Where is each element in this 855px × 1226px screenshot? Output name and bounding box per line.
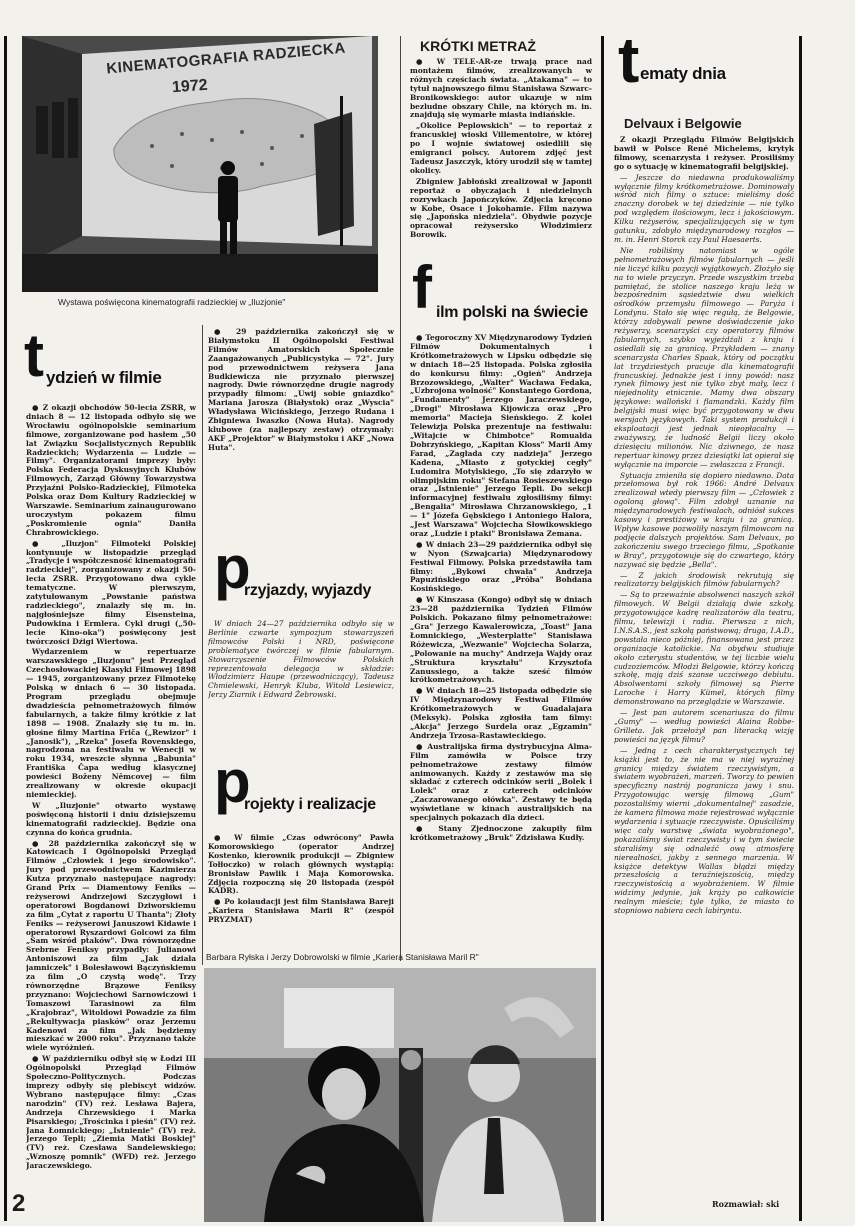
krotki-metraz-column — [410, 58, 592, 268]
film-polski-paragraph: ● W Kinszasa (Kongo) odbył się w dniach 23—28 października Tydzień Filmów Polskich. Pokazano filmy pełnometrażowe: „Gra" Jerzego Kawalerowicza, „Toast" Jana Łomnickiego, „Westerplatte" Stanisława Różewicza, „Wezwanie" Wojciecha Solarza, „Polowanie na muchy" Andrzeja Wajdy oraz „Struktura kryształu" Krzysztofa Zanussiego, a także sześć filmów krótkometrażowych. — [410, 595, 592, 685]
tematy-dnia-paragraph: — Jeszcze do niedawna produkowaliśmy wyłącznie filmy krótkometrażowe. Dominowały wśród nich filmy o sztuce: mieliśmy dość znaczny dorobek w tej dziedzinie — nie tylko pod względem ilościowym, lecz i jakościowym. Kilku reżyserów, specjalizujących się w tym gatunku, zdobyło międzynarodowy rozgłos — m. in. Henri Storck czy Paul Haesaerts. — [614, 172, 794, 244]
exhibition-scene — [22, 36, 378, 292]
przyjazdy-initial: p — [214, 534, 251, 601]
film-polski-column — [410, 334, 592, 908]
tydzien-paragraph: W „Iluzjonie" otwarto wystawę poświęconą historii i dniu dzisiejszemu kinematografii radzieckiej. Będzie ona czynna do końca grudnia. — [26, 800, 196, 837]
tematy-dnia-title: Delvaux i Belgowie — [624, 116, 742, 131]
przyjazdy-paragraph: W dniach 24—27 października odbyło się w Berlinie czwarte sympozjum stowarzyszeń filmowców Polski i NRD, poświęcone problematyce twórczej w filmie fabularnym. Stowarzyszenie Filmowców Polskich reprezentowała delegacja w składzie: Włodzimierz Haupe (przewodniczący), Tadeusz Chmielewski, Henryk Kluba, Witold Lesiewicz, Jerzy Ziarnik i Edward Żebrowski. — [208, 620, 394, 700]
projekty-paragraph: ● W filmie „Czas odwrócony" Pawła Komorowskiego (operator Andrzej Kostenko, kierownik produkcji — Zbigniew Tołłoczko) w rolach głównych wystąpią: Bronisław Pawlik i Maja Komorowska. Zdjęcia rozpoczną się 20 listopada (zespół KADR). — [208, 834, 394, 896]
krotki-metraz-paragraph: ● W TELE-AR-ze trwają prace nad montażem filmów, zrealizowanych w różnych częściach świata. „Atakama" — to tytuł najnowszego filmu Stanisława Szwarc-Bronikowskiego: autor ukazuje w nim bezludne obszary Chile, na których m. in. znajdują się wymarłe miasta indiańskie. — [410, 58, 592, 120]
film-polski-heading: ilm polski na świecie — [436, 304, 588, 321]
film-still-caption: Barbara Ryłska i Jerzy Dobrowolski w filmie „Kariera Stanisława Maril R" — [206, 952, 479, 962]
projekty-column — [208, 834, 394, 952]
poster-frames — [36, 98, 78, 158]
tydzien-paragraph: ● „Iluzjon" Filmoteki Polskiej kontynuuje w listopadzie przegląd „Tradycje i współczesność kinematografii radzieckiej", zorganizowany z okazji 50-lecia ZSRR. Przygotowano dwa cykle tematyczne. W pierwszym, zatytułowanym „Powstanie państwa radzieckiego", znalazły się m. in. najgłośniejsze filmy Eisensteina, Pudowkina i Ermlera. Cykl drugi („50-lecie Kino-oka") poświęcony jest twórczości Dźigi Wiertowa. — [26, 538, 196, 646]
tematy-dnia-signature: Rozmawiał: ski — [712, 1199, 780, 1209]
tydzien-paragraph: ● 28 października zakończył się w Katowicach I Ogólnopolski Przegląd Filmów „Człowiek i jego środowisko". Jury pod przewodnictwem Kazimierza Kutza przyznało następujące nagrody: Grand Prix — Diamentowy Feniks — reżyserowi Andrzejowi Szczygłowi i operatorowi Bogdanowi Dziworskiemu za film „Cytat z raportu U Thanta"; Złoty Feniks — reżyserowi Januszowi Kidawie i operatorowi Ryszardowi Golcowi za film „Sam wśród ptaków". Dwa równorzędne Srebrne Feniksy przypadły: Julianowi Antoniszowi za film „Jak działa jamniczek" i Bolesławowi Bączyńskiemu za film „O czystą wodę". Trzy równorzędne Brązowe Feniksy przyznano: Wojciechowi Sarnowiczowi i Tomaszowi Tarasinowi za film „Krajobraz", Witoldowi Powadzie za film „Rekultywacja piasków" oraz Jerzemu Kadenowi za film „Jak będziemy mieszkać w 2000 roku". Przyznano także wiele wyróżnień. — [26, 838, 196, 1053]
projekty-initial: p — [214, 748, 251, 815]
krotki-metraz-title: KRÓTKI METRAŻ — [420, 38, 536, 54]
exhibition-wall-year: 1972 — [171, 76, 209, 97]
film-polski-paragraph: ● Tegoroczny XV Międzynarodowy Tydzień Filmów Dokumentalnych i Krótkometrażowych w Lipsku odbędzie się w dniach 18—25 listopada. Polska zgłosiła do konkursu filmy: „Ogień" Andrzeja Brzozowskiego, „Walter" Wacława Fedaka, „Uzbrojona wolność" Konstantego Gordona, „Fundamenty" Jerzego Jaraczewskiego, „Drogi" Mirosława Kijowicza oraz „Pro memoria" Macieja Sieńskiego. Z kolei Telewizja Polska prezentuje na festiwalu: „Witajcie w Chimbotce" Romualda Dobrzyńskiego, „Kapitan Kloss" Marii Amy Farad, „Zagłada czy nadzieja" Jerzego Kadena, „Miasto z gotyckiej cegły" Ludomira Motylskiego, „To się zdarzyło w olimpijskim roku" Stefana Rosieszewskiego oraz „Istnienie" Jerzego Tepli. Do sekcji informacyjnej festiwalu zgłosiliśmy filmy: „Bengalia" Mirosława Chrzanowskiego, „1 — 1" Józefa Gębskiego i Antoniego Halora, „Jest Warszawa" Wojciecha Słowikowskiego oraz „Ludzie i ptaki" Bronisława Zemana. — [410, 334, 592, 538]
column-rule — [601, 36, 604, 1221]
przyjazdy-column — [208, 620, 394, 750]
tydzien-initial: t — [24, 322, 44, 389]
tematy-dnia-paragraph: Nie robiliśmy natomiast w ogóle pełnometrażowych filmów fabularnych — jeśli nie liczyć kilku pozycji wyjątkowych. Złożyło się na to wiele przyczyn. Przede wszystkim trzeba pamiętać, że stolice naszego kraju leżą w bezpośrednim sąsiedztwie dwu wielkich ośrodków przemysłu filmowego — Paryża i Londynu. Stało się więc regułą, że Belgowie, którzy zdobywali pewne doświadczenie jako reżyserzy, scenarzyści czy operatorzy filmów fabularnych, szybko wyjeżdżali z kraju i osiedlali się za granicą. Przykładem — znany scenarzysta Charles Spaak, który od początku lat trzydziestych pracuje dla kinematografii francuskiej. Jednakże jest i inny powód: nasz rynek filmowy jest nie tylko zbyt mały, lecz i niejednolity etnicznie. Mamy dwa obszary językowe: walloński i flamandzki. Każdy film belgijski musi więc być przygotowany w dwu wersjach językowych. Taki system produkcji i eksploatacji jest jednak nieopłacalny — zważywszy, że ludność Belgii liczy około dziesięciu milionów. Nic dziwnego, że nasz repertuar kinowy przez dziesiątki lat opierał się wyłącznie na imporcie — zwłaszcza z Francji. — [614, 245, 794, 469]
krotki-metraz-paragraph: Zbigniew Jabłoński zrealizował w Japonii reportaż o obyczajach i niedzielnych rozrywkach Japończyków. Zdjęcia kręcono w Kobe, Osace i Jokohamie. Film nazywa się „Japońska niedziela". Obydwie pozycje opracował reżysersko Włodzimierz Borowik. — [410, 176, 592, 240]
tematy-dnia-paragraph: — Są to przeważnie absolwenci naszych szkół filmowych. W Belgii działają dwie szkoły, przygotowujące kadrę realizatorów dla teatru, filmu, telewizji i radia. Pierwsza z nich, I.N.S.A.S., jest szkołą państwową; druga, I.A.D., powstała nieco później, finansowana jest przez organizacje katolickie. Na obydwu studiuje około czterystu studentów, w tej liczbie wielu cudzoziemców. Młodzi Belgowie, którzy kończą szkołę, mają dziś szanse uczciwego debiutu. Absolwentami szkoły filmowej są Pierre Laroche i Harry Kümel, których filmy demonstrowano na przeglądzie w Warszawie. — [614, 590, 794, 707]
przyjazdy-heading: rzyjazdy, wyjazdy — [244, 582, 372, 599]
film-still-scene — [204, 968, 596, 1222]
projekty-heading: rojekty i realizacje — [244, 796, 376, 813]
tydzien-paragraph: ● 29 października zakończył się w Białymstoku II Ogólnopolski Festiwal Filmów Amatorskich Społecznie Zaangażowanych „Publicystyka — 72". Jury pod przewodnictwem reżysera Jana Budkiewicza nie przyznało pierwszej nagrody. Dwie równorzędne drugie nagrody przypadły filmom: „Uwij sobie gniazdko" Mariana Jarosza (Białystok) oraz „Wyscia" Władysława Wicińskiego, Jerzego Rudana i Zbigniewa Iwaszko (Nowa Huta). Nagrody klubowe (za najlepszy zestaw) otrzymały: AKF „Projektor" w Białymstoku i AKF „Nowa Huta". — [208, 328, 394, 452]
film-polski-paragraph: ● Australijska firma dystrybucyjna Alma-Film zamówiła w Polsce trzy pełnometrażowe zestawy filmów animowanych. Każdy z zestawów ma się składać z czterech odcinków serii „Bolek i Lolek" oraz z czterech odcinków „Zaczarowanego ołówka". Zestawy te będą wyświetlane w kinach australijskich na specjalnych pokazach dla dzieci. — [410, 741, 592, 823]
tematy-dnia-paragraph: — Jedną z cech charakterystycznych tej książki jest to, że nie ma w niej wyraźnej granicy między światem rzeczywistym, a światem wyobrażeń, marzeń. Tworzy to pewien specyficzny nastrój pogranicza jawy i snu. Przygotowując wersję filmową „Gum" pozostaliśmy wierni „dokumentalnej" zasadzie, że kamera filmowa może rejestrować wyłącznie wydarzenia i sytuacje rzeczywiste. Opuściliśmy więc cały warstwę „świata wyobrażonego", pokazaliśmy świat rzeczywisty i w tym świecie staraliśmy się odnaleźć ową atmosferę nierealności, jakby z sennego marzenia. W książce detektyw Wallas błądzi między przeszłością a teraźniejszością, między rzeczywistością a wyobrażeniem. W filmie widzimy jedynie, jak krąży po całkowicie realnym mieście; tyle tylko, że miasto to stopniowo nabiera cech labiryntu. — [614, 745, 794, 916]
tematy-dnia-paragraph: Sytuacja zmieniła się dopiero niedawno. Data przełomowa był rok 1966: André Delvaux zrealizował wtedy pierwszy film — „Człowiek z ogoloną głową". Film zdobył uznanie na międzynarodowych festiwalach, odniósł sukces kasowy i prestiżowy w kraju i za granicą. Wpływ kasowe pozwoliły naszym filmowcom na podjęcie dalszych projektów. Sam Delvaux, po zakończeniu swego trzeciego filmu, „Spotkanie w Bray", przygotowuje się do czwartego, który nazywać się będzie „Bella". — [614, 470, 794, 569]
tydzien-column-continued — [208, 328, 394, 528]
tematy-dnia-initial: t — [618, 24, 640, 96]
page-number: 2 — [12, 1190, 26, 1217]
window-frame — [284, 988, 394, 1048]
tydzien-heading: ydzień w filmie — [46, 368, 162, 387]
column-rule — [202, 325, 203, 965]
film-polski-paragraph: ● W dniach 23—29 października odbył się w Nyon (Szwajcaria) Międzynarodowy Festiwal Filmowy. Polska przedstawiła tam filmy: „Bykowi chwała" Andrzeja Papuzińskiego oraz „Próba" Bohdana Kosińskiego. — [410, 539, 592, 594]
tydzien-paragraph: Wydarzeniem w repertuarze warszawskiego „Iluzjonu" jest Przegląd Czechosłowackiej Klasyki Filmowej 1898 — 1945, zorganizowany przez Filmotekę Polską w dniach 6 — 30 listopada. Program przeglądu obejmuje dwadzieścia pełnometrażowych filmów fabularnych, a także filmy krótkie z lat 1898 — 1908. Znalazły się tu m. in. głośne filmy Martina Friča („Rewizor" i „Janosik"), „Rzeka" Josefa Rovenskiego, nagrodzona na festiwalu w Wenecji w roku 1934, wreszcie słynna „Babunia" Františka Čapa według klasycznej powieści Boženy Němcovej — film zrealizowany w okresie okupacji niemieckiej. — [26, 647, 196, 799]
column-rule — [4, 36, 7, 1221]
film-polski-paragraph: ● W dniach 18—25 listopada odbędzie się IV Międzynarodowy Festiwal Filmów Krótkometrażowych w Guadalajara (Meksyk). Polska zgłosiła tam filmy: „Akcja" Jerzego Surdela oraz „Egzamin" Andrzeja Trzosa-Rastawieckiego. — [410, 686, 592, 740]
film-polski-paragraph: ● Stany Zjednoczone zakupiły film krótkometrażowy „Bruk" Zdzisława Kudły. — [410, 823, 592, 842]
tydzien-column — [26, 404, 196, 1186]
krotki-metraz-paragraph: „Okolice Peplowskich" — to reportaż z francuskiej wioski Villementoire, w której po I wojnie światowej osiedlili się emigranci polscy. Autorem zdjęć jest Tadeusz Jaszczyk, który urodził się w tamtej okolicy. — [410, 121, 592, 175]
projekty-paragraph: ● Po kolaudacji jest film Stanisława Bareji „Kariera Stanisława Marii R" (zespół PRYZMAT) — [208, 897, 394, 925]
column-rule — [799, 36, 802, 1221]
exhibition-photo — [22, 36, 378, 292]
tematy-dnia-heading: ematy dnia — [640, 64, 726, 83]
tydzien-paragraph: ● W październiku odbył się w Łodzi III Ogólnopolski Przegląd Filmów Społeczno-Politycznych. Podczas imprezy odbyły się plebiscyt widzów. Wybrano następujące filmy: „Czas narodzin" (TV) reż. Lesława Bajera, Andrzeja Chrzewskiego i Marka Pisarskiego; „Trościnka i pieśń" (TV) reż. Jana Łomnickiego; „Istnienie" (TV) reż. Jerzego Tepli; „Ziemia Matki Boskiej" (TV) reż. Czesława Sandelewskiego; „Wznoszę pomnik" (WFD) reż. Jerzego Jaraczewskiego. — [26, 1054, 196, 1171]
tematy-dnia-column — [614, 136, 794, 1194]
tematy-dnia-paragraph: — Jest pan autorem scenariusza do filmu „Gumy" — według powieści Alaina Robbe-Grilleta. Jak przełożył pan literacką wizję powieści na język filmu? — [614, 708, 794, 744]
film-still-photo — [204, 968, 596, 1222]
tematy-dnia-intro: Z okazji Przeglądu Filmów Belgijskich bawił w Polsce René Michelems, krytyk filmowy, scenarzysta i reżyser. Prosiliśmy go o sytuację w kinematografii belgijskiej. — [614, 136, 794, 171]
tematy-dnia-paragraph: — Z jakich środowisk rekrutują się realizatorzy belgijskich filmów fabularnych? — [614, 570, 794, 589]
exhibition-wall-title: KINEMATOGRAFIA RADZIECKA — [105, 39, 347, 78]
exhibition-photo-caption: Wystawa poświęcona kinematografii radzieckiej w „Iluzjonie" — [58, 297, 286, 307]
column-rule — [400, 36, 401, 961]
film-polski-initial: f — [412, 254, 432, 321]
tydzien-paragraph: ● Z okazji obchodów 50-lecia ZSRR, w dniach 8 — 12 listopada odbyło się we Wrocławiu ogólnopolskie seminarium filmowe, zorganizowane pod hasłem „50 lat Związku Socjalistycznych Republik Radzieckich; Wydarzenia — Ludzie — Filmy". Organizatorami imprezy były: Polska Federacja Dyskusyjnych Klubów Filmowych, Zarząd Główny Towarzystwa Przyjaźni Polsko-Radzieckiej, Filmoteka Polska oraz Dom Kultury Radzieckiej w Warszawie. Seminarium zainaugurowano uroczystym pokazem filmu „Poskromienie ognia" Daniła Chrabrowickiego. — [26, 404, 196, 537]
